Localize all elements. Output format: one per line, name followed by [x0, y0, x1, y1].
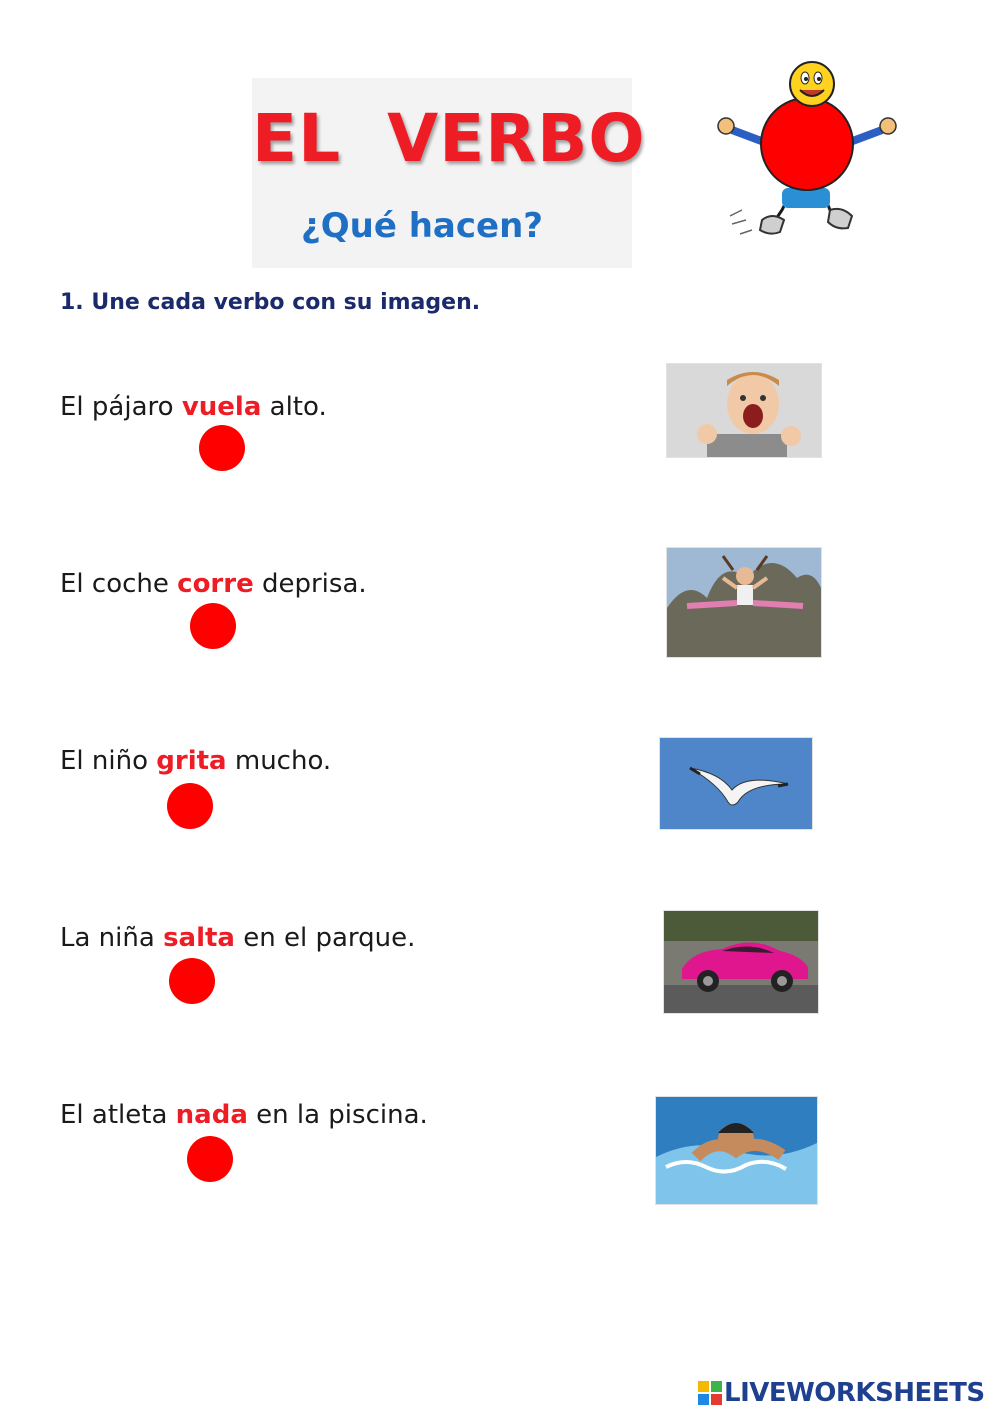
- exercise-instruction: 1. Une cada verbo con su imagen.: [60, 290, 481, 315]
- flying-seagull-photo[interactable]: [659, 737, 813, 830]
- brand-name: LIVEWORKSHEETS: [724, 1378, 985, 1408]
- match-dot[interactable]: [169, 958, 215, 1004]
- match-dot[interactable]: [190, 603, 236, 649]
- verb-word: vuela: [181, 392, 262, 422]
- swimmer-icon: [656, 1097, 817, 1204]
- verb-word: corre: [177, 569, 254, 599]
- sentence-row: [60, 746, 331, 776]
- pink-car-icon: [664, 911, 818, 1013]
- shouting-boy-photo[interactable]: [666, 363, 822, 458]
- sentence-text: El coche: [60, 569, 178, 599]
- sentence-text: El pájaro: [60, 392, 182, 422]
- sentence-text: La niña: [60, 923, 164, 953]
- page-title: EL VERBO: [252, 100, 646, 177]
- sentence-text: El atleta: [60, 1100, 176, 1130]
- sentence-text: alto.: [261, 392, 327, 422]
- liveworksheets-logo-icon: [698, 1381, 722, 1405]
- sentence-row: [60, 923, 415, 953]
- sentence-text: El niño: [60, 746, 157, 776]
- pink-speeding-car-photo[interactable]: [663, 910, 819, 1014]
- jumping-girl-icon: [667, 548, 821, 657]
- verb-word: grita: [156, 746, 227, 776]
- verb-mascot-icon: [712, 60, 902, 250]
- shouting-boy-icon: [667, 364, 821, 457]
- jumping-girl-photo[interactable]: [666, 547, 822, 658]
- verb-word: nada: [175, 1100, 248, 1130]
- sentence-text: mucho.: [226, 746, 332, 776]
- match-dot[interactable]: [199, 425, 245, 471]
- sentence-row: [60, 1100, 428, 1130]
- match-dot[interactable]: [187, 1136, 233, 1182]
- sentence-text: deprisa.: [253, 569, 367, 599]
- sentence-text: en la piscina.: [247, 1100, 428, 1130]
- sentence-row: [60, 392, 327, 422]
- sentence-row: [60, 569, 367, 599]
- flying-seagull-icon: [660, 738, 812, 829]
- sentence-text: en el parque.: [234, 923, 416, 953]
- match-dot[interactable]: [167, 783, 213, 829]
- page-subtitle: ¿Qué hacen?: [300, 206, 544, 246]
- verb-word: salta: [163, 923, 235, 953]
- swimmer-photo[interactable]: [655, 1096, 818, 1205]
- title-block: [252, 78, 646, 268]
- liveworksheets-brand: [698, 1378, 985, 1408]
